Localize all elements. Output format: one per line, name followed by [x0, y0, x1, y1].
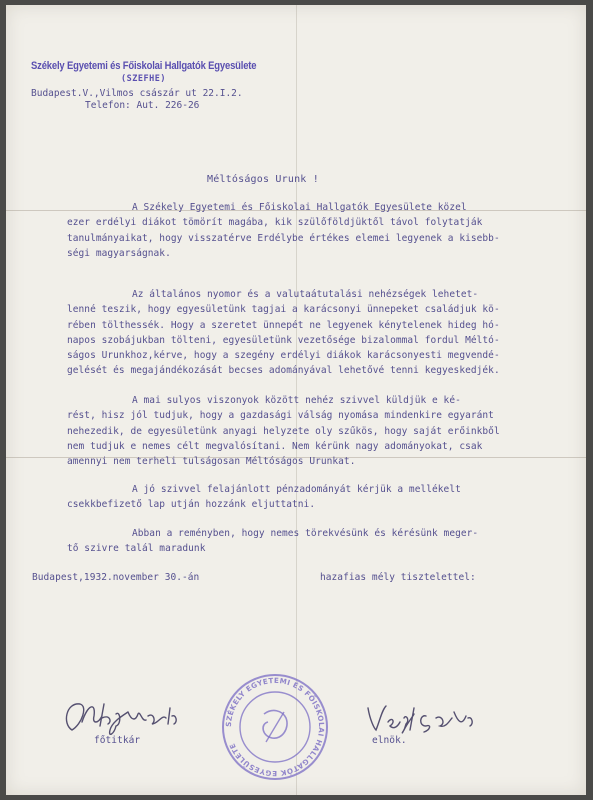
body-line: ságos Urunkhoz,kérve, hogy a szegény erdélyi diákok karácsonyesti megvendé- — [67, 350, 500, 361]
body-line: Abban a reményben, hogy nemes törekvésünk és kérésünk meger- — [132, 528, 479, 539]
closing-place-date: Budapest,1932.november 30.-án — [32, 572, 200, 583]
organization-stamp — [216, 672, 334, 782]
body-line: amennyi nem terheli tulságosan Méltóságos Urunkat. — [67, 456, 356, 467]
body-line: A jó szivvel felajánlott pénzadományát kérjük a mellékelt — [132, 484, 461, 495]
letterhead-telephone: Telefon: Aut. 226-26 — [85, 100, 200, 111]
body-line: csekkbefizető lap utján hozzánk eljuttatni. — [67, 499, 316, 510]
body-line: tő szivre talál maradunk — [67, 543, 206, 554]
body-line: lenné teszik, hogy egyesületünk tagjai a karácsonyi ünnepeket családjuk kö- — [67, 304, 500, 315]
signature-title-left: főtitkár — [94, 735, 141, 746]
body-line: tanulmányaikat, hogy visszatérve Erdélybe értékes elemei legyenek a kisebb- — [67, 233, 500, 244]
body-line: ségi magyarságnak. — [67, 248, 171, 259]
stamp-text: SZÉKELY EGYETEMI ÉS FŐISKOLAI HALLGATÓK EGYESÜLETE — [223, 675, 327, 779]
body-line: A Székely Egyetemi és Főiskolai Hallgatók Egyesülete közel — [132, 202, 467, 213]
body-line: rést, hisz jól tudjuk, hogy a gazdasági válság nyomása mindenkire egyaránt — [67, 410, 494, 421]
body-line: nem tudjuk e nemes célt megvalósítani. Nem kérünk nagy adományokat, csak — [67, 441, 483, 452]
body-line: gelését és megajándékozását becses adományával lehetővé tenni kegyeskedjék. — [67, 365, 500, 376]
body-line: napos szobájukban tölteni, egyesületünk vezetősége bizalommal fordul Méltó- — [67, 335, 500, 346]
letterhead-abbreviation: (SZEFHE) — [121, 74, 166, 84]
closing-regards: hazafias mély tisztelettel: — [320, 572, 476, 583]
body-line: nehezedik, de egyesületünk anyagi helyzete oly szűkös, hogy saját erőinkből — [67, 426, 500, 437]
letterhead-address: Budapest.V.,Vilmos császár ut 22.I.2. — [31, 88, 243, 99]
letterhead-organization: Székely Egyetemi és Főiskolai Hallgatók Egyesülete — [31, 60, 257, 72]
body-line: A mai sulyos viszonyok között nehéz szivvel küldjük e ké- — [132, 395, 461, 406]
signature-right — [360, 700, 490, 740]
body-line: ezer erdélyi diákot tömörít magába, kik szülőföldjüktől távol folytatják — [67, 217, 483, 228]
salutation: Méltóságos Urunk ! — [207, 174, 319, 185]
body-line: rében tölthessék. Hogy a szeretet ünnepét ne legyenek kénytelenek hideg hó- — [67, 320, 500, 331]
signature-title-right: elnök. — [372, 735, 407, 746]
body-line: Az általános nyomor és a valutaátutalási nehézségek lehetet- — [132, 289, 479, 300]
